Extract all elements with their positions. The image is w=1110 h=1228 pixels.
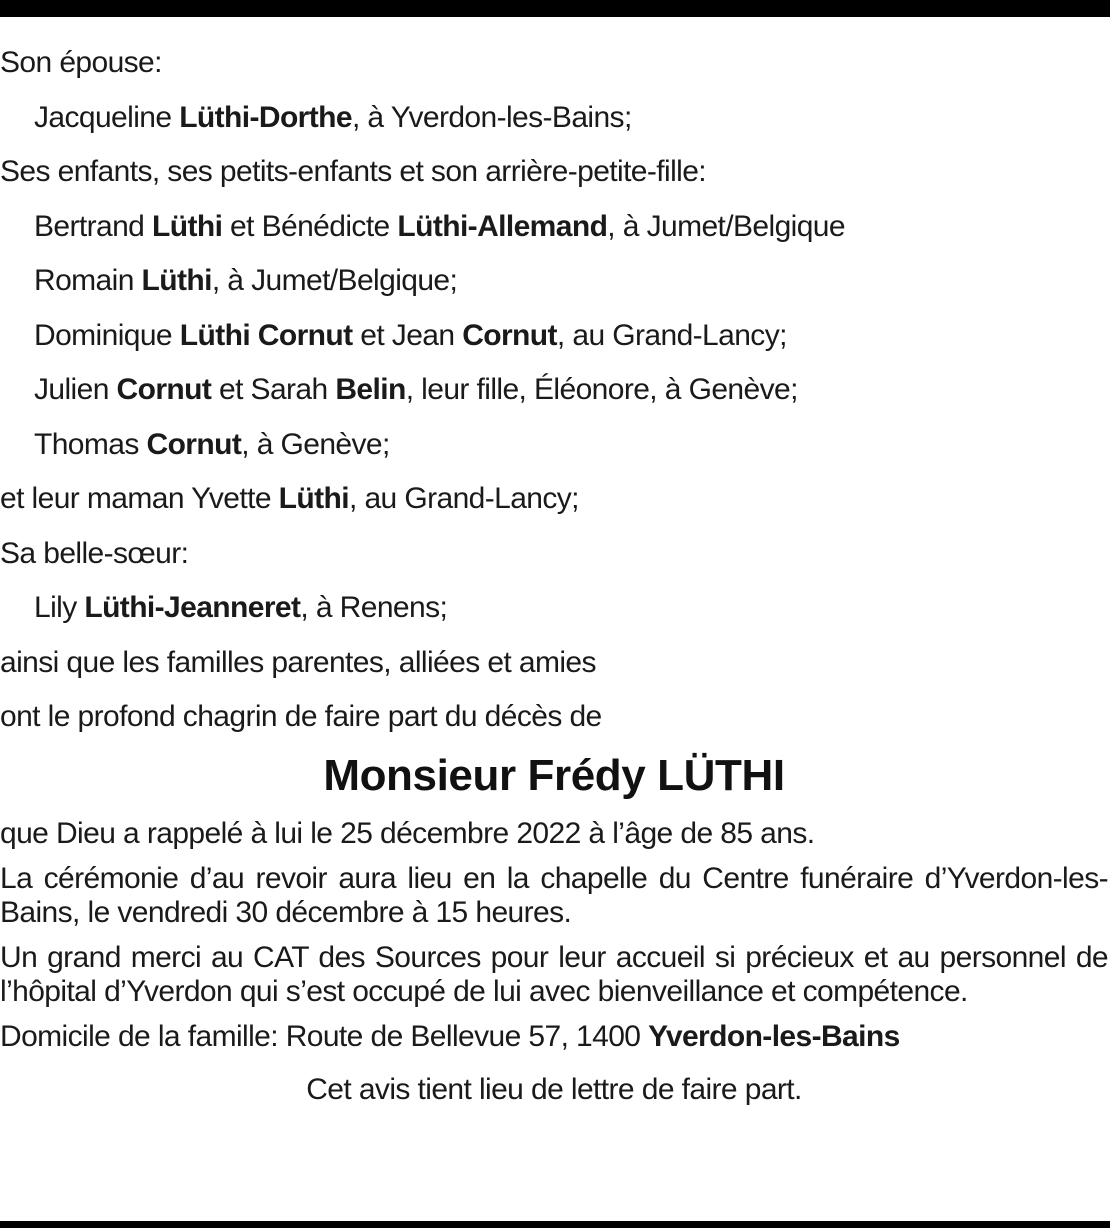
location: , au Grand-Lancy; (348, 482, 579, 515)
given-name: Romain (34, 264, 142, 297)
thanks-paragraph: Un grand merci au CAT des Sources pour leur accueil si précieux et au personnel de l’hôpital d’Yverdon qui s’est occupé de lui avec bienveillance et compétence. (0, 940, 1108, 1008)
given-name: Thomas (34, 427, 147, 461)
given-name: Lily (34, 591, 85, 624)
location: , à Genève; (241, 427, 390, 461)
announce-line: ont le profond chagrin de faire part du décès de (0, 700, 602, 733)
family-name: Lüthi-Dorthe (179, 100, 352, 134)
sister-in-law-line (0, 581, 1108, 636)
given-name: Dominique (34, 318, 180, 352)
bottom-border-rule (0, 1221, 1110, 1228)
closing-note: Cet avis tient lieu de lettre de faire part. (306, 1072, 802, 1106)
location: , au Grand-Lancy; (556, 318, 787, 352)
ceremony-paragraph: La cérémonie d’au revoir aura lieu en la chapelle du Centre funéraire d’Yverdon-les-Bains, le vendredi 30 décembre à 15 heures. (0, 861, 1108, 929)
family-name: Lüthi (152, 209, 223, 243)
death-line: que Dieu a rappelé à lui le 25 décembre 2022 à l’âge de 85 ans. (0, 816, 815, 850)
given-name: Bertrand (34, 209, 152, 243)
child-line (0, 254, 1108, 309)
domicile-city: Yverdon-les-Bains (648, 1019, 900, 1053)
connector: et Sarah (211, 373, 336, 406)
connector: et Jean (352, 318, 463, 352)
child-line (0, 309, 1108, 364)
spouse-heading: Son épouse: (0, 46, 162, 79)
location: , à Yverdon-les-Bains; (351, 100, 632, 134)
family-name: Cornut (116, 373, 212, 406)
family-name: Belin (335, 373, 406, 406)
child-line (0, 363, 1108, 418)
mother-line (0, 472, 1108, 527)
given-name: Jacqueline (34, 100, 180, 134)
connector: et Bénédicte (222, 209, 398, 243)
obituary-notice (0, 36, 1108, 1115)
family-name: Lüthi-Allemand (397, 209, 608, 243)
family-name: Lüthi-Jeanneret (84, 591, 301, 624)
child-line (0, 418, 1108, 473)
deceased-name: Monsieur Frédy LÜTHI (323, 750, 785, 800)
sister-in-law-heading: Sa belle-sœur: (0, 536, 189, 570)
domicile-line (0, 1020, 1108, 1054)
family-name: Cornut (462, 318, 557, 352)
families-line: ainsi que les familles parentes, alliées et amies (0, 645, 596, 679)
mother-intro: et leur maman Yvette (0, 482, 279, 515)
location: , leur fille, Éléonore, à Genève; (405, 373, 798, 406)
location: , à Renens; (300, 591, 448, 624)
family-name: Lüthi (278, 482, 349, 515)
location: , à Jumet/Belgique (607, 209, 845, 243)
top-border-rule (0, 0, 1110, 17)
child-line (0, 200, 1108, 255)
family-name: Lüthi Cornut (179, 318, 353, 352)
spouse-line (0, 91, 1108, 146)
children-heading: Ses enfants, ses petits-enfants et son arrière-petite-fille: (0, 155, 707, 188)
domicile-address: Domicile de la famille: Route de Bellevue 57, 1400 (0, 1019, 649, 1053)
family-name: Cornut (146, 427, 242, 461)
location: , à Jumet/Belgique; (211, 264, 458, 297)
family-name: Lüthi (141, 264, 212, 297)
given-name: Julien (34, 373, 117, 406)
